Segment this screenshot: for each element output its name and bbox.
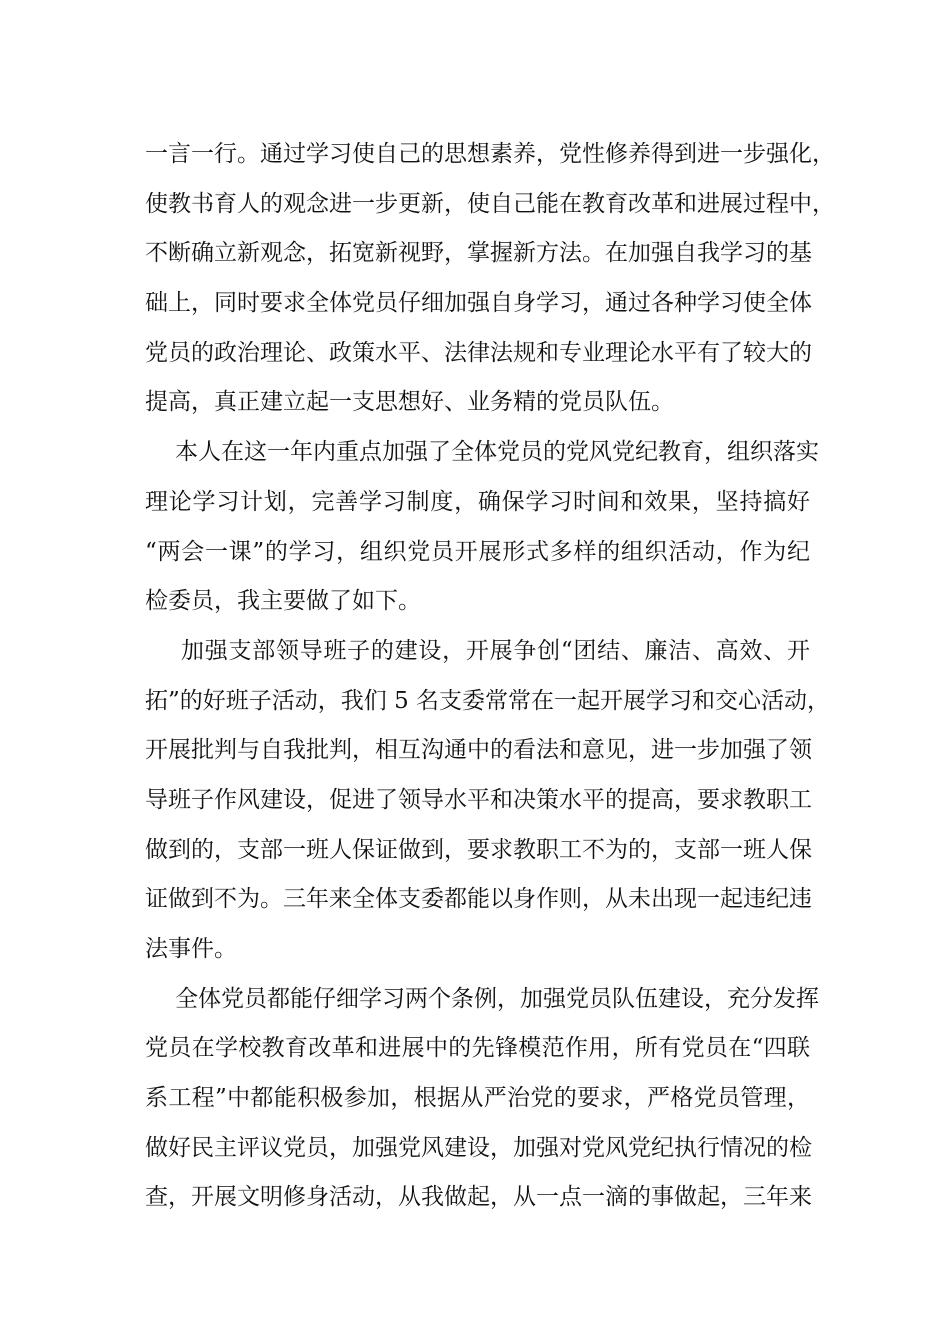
text-line: 系工程”中都能积极参加，根据从严治党的要求，严格党员管理，: [145, 1085, 810, 1112]
text-line: 证做到不为。三年来全体支委都能以身作则，从未出现一起违纪违: [145, 886, 812, 913]
document-body: [145, 130, 835, 1223]
text-line: 础上，同时要求全体党员仔细加强自身学习，通过各种学习使全体: [145, 290, 812, 317]
text-line: 党员在学校教育改革和进展中的先锋模范作用，所有党员在“四联: [145, 1035, 810, 1062]
text-line: 做到的，支部一班人保证做到，要求教职工不为的，支部一班人保: [145, 836, 812, 863]
text-line: 加强支部领导班子的建设，开展争创“团结、廉洁、高效、开: [181, 637, 810, 664]
text-line: “两会一课”的学习，组织党员开展形式多样的组织活动，作为纪: [145, 538, 810, 565]
paragraph-4: [145, 975, 819, 1223]
text-line: 提高，真正建立起一支思想好、业务精的党员队伍。: [145, 389, 674, 416]
paragraph-1: [145, 130, 835, 428]
paragraph-2: [145, 428, 819, 627]
text-line: 使教书育人的观念进一步更新，使自己能在教育改革和进展过程中，: [145, 190, 835, 217]
text-line: 不断确立新观念，拓宽新视野，掌握新方法。在加强自我学习的基: [145, 240, 812, 267]
text-line: 查，开展文明修身活动，从我做起，从一点一滴的事做起，三年来: [145, 1184, 812, 1211]
text-line: 导班子作风建设，促进了领导水平和决策水平的提高，要求教职工: [145, 786, 812, 813]
text-line: 做好民主评议党员，加强党风建设，加强对党风党纪执行情况的检: [145, 1134, 812, 1161]
paragraph-3: [145, 627, 831, 975]
text-line: 法事件。: [145, 936, 237, 962]
text-line: 开展批判与自我批判，相互沟通中的看法和意见，进一步加强了领: [145, 737, 812, 764]
text-line: 党员的政治理论、政策水平、法律法规和专业理论水平有了较大的: [145, 339, 812, 366]
text-line: 一言一行。通过学习使自己的思想素养，党性修养得到进一步强化，: [145, 141, 835, 167]
text-line: 本人在这一年内重点加强了全体党员的党风党纪教育，组织落实: [175, 439, 819, 466]
text-line: 检委员，我主要做了如下。: [145, 588, 421, 615]
text-line: 全体党员都能仔细学习两个条例，加强党员队伍建设，充分发挥: [175, 985, 819, 1012]
text-line: 拓”的好班子活动，我们 5 名支委常常在一起开展学习和交心活动，: [145, 687, 831, 714]
text-line: 理论学习计划，完善学习制度，确保学习时间和效果，坚持搞好: [145, 488, 810, 515]
